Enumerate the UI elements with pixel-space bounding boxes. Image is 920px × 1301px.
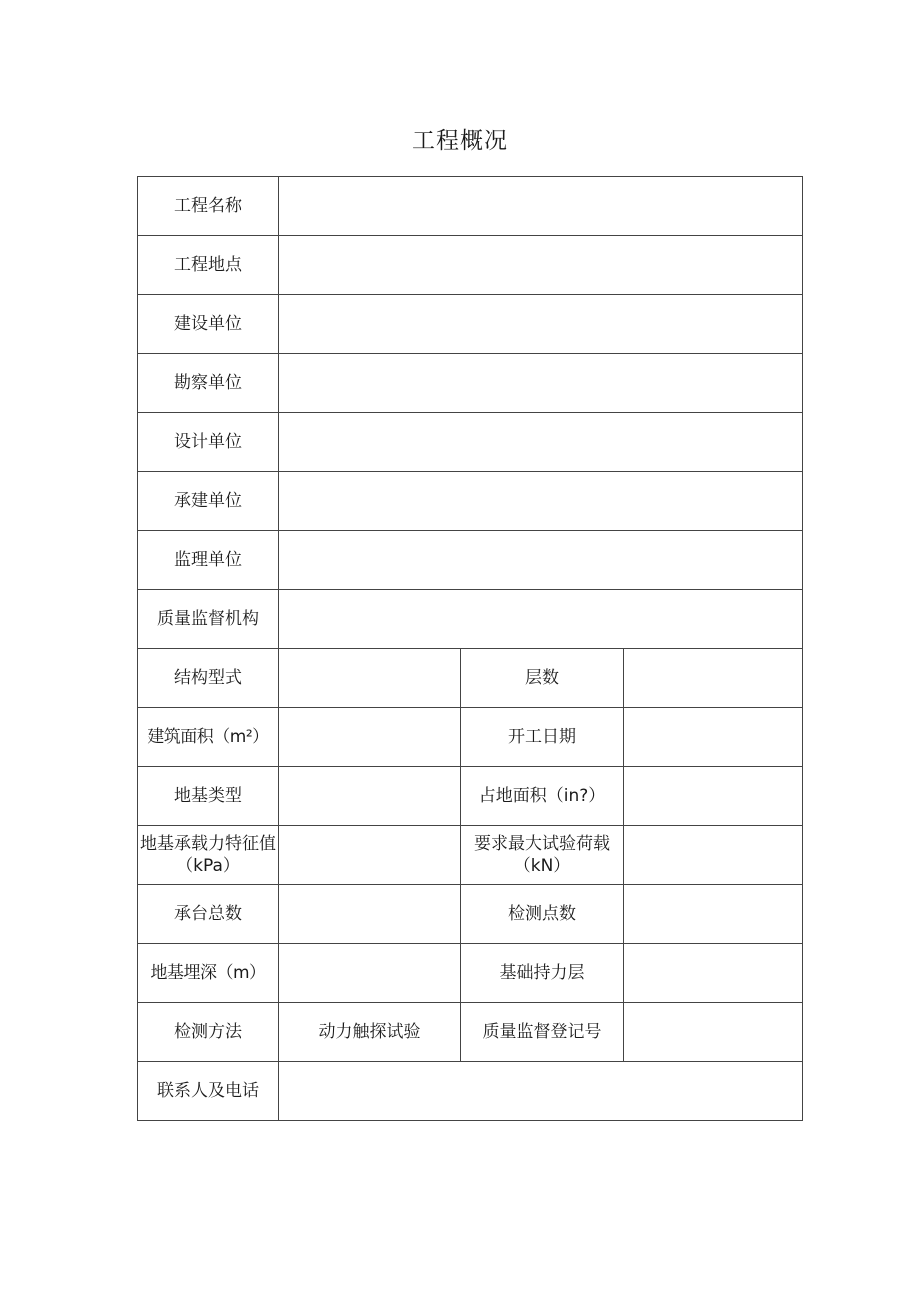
table-row <box>138 531 803 590</box>
construction-unit-label: 建设单位 <box>138 295 279 354</box>
contractor-unit-field[interactable] <box>279 472 803 531</box>
start-date-label: 开工日期 <box>461 708 624 767</box>
start-date-field[interactable] <box>624 708 803 767</box>
table-row <box>138 708 803 767</box>
test-point-count-label: 检测点数 <box>461 885 624 944</box>
table-row <box>138 1003 803 1062</box>
foundation-depth-label: 地基埋深（m） <box>138 944 279 1003</box>
table-row <box>138 236 803 295</box>
test-point-count-field[interactable] <box>624 885 803 944</box>
building-area-label: 建筑面积（m²） <box>138 708 279 767</box>
project-location-label: 工程地点 <box>138 236 279 295</box>
table-row <box>138 413 803 472</box>
survey-unit-field[interactable] <box>279 354 803 413</box>
bearing-layer-field[interactable] <box>624 944 803 1003</box>
test-method-field[interactable]: 动力触探试验 <box>279 1003 461 1062</box>
max-test-load-field[interactable] <box>624 826 803 885</box>
bearing-capacity-label: 地基承载力特征值（kPa） <box>138 826 279 885</box>
table-row <box>138 649 803 708</box>
construction-unit-field[interactable] <box>279 295 803 354</box>
design-unit-label: 设计单位 <box>138 413 279 472</box>
table-row <box>138 590 803 649</box>
bearing-layer-label: 基础持力层 <box>461 944 624 1003</box>
structure-type-label: 结构型式 <box>138 649 279 708</box>
foundation-type-field[interactable] <box>279 767 461 826</box>
design-unit-field[interactable] <box>279 413 803 472</box>
land-area-field[interactable] <box>624 767 803 826</box>
floor-count-label: 层数 <box>461 649 624 708</box>
max-test-load-label: 要求最大试验荷载（kN） <box>461 826 624 885</box>
building-area-field[interactable] <box>279 708 461 767</box>
contact-label: 联系人及电话 <box>138 1062 279 1121</box>
table-row <box>138 354 803 413</box>
quality-registration-label: 质量监督登记号 <box>461 1003 624 1062</box>
quality-registration-field[interactable] <box>624 1003 803 1062</box>
foundation-type-label: 地基类型 <box>138 767 279 826</box>
cap-count-label: 承台总数 <box>138 885 279 944</box>
test-method-label: 检测方法 <box>138 1003 279 1062</box>
page-title: 工程概况 <box>412 128 508 154</box>
foundation-depth-field[interactable] <box>279 944 461 1003</box>
land-area-label: 占地面积（in?） <box>461 767 624 826</box>
supervision-unit-field[interactable] <box>279 531 803 590</box>
table-row <box>138 944 803 1003</box>
supervision-unit-label: 监理单位 <box>138 531 279 590</box>
quality-supervision-agency-field[interactable] <box>279 590 803 649</box>
table-row <box>138 767 803 826</box>
contractor-unit-label: 承建单位 <box>138 472 279 531</box>
structure-type-field[interactable] <box>279 649 461 708</box>
bearing-capacity-field[interactable] <box>279 826 461 885</box>
project-overview-table <box>137 176 803 1121</box>
project-name-field[interactable] <box>279 177 803 236</box>
survey-unit-label: 勘察单位 <box>138 354 279 413</box>
cap-count-field[interactable] <box>279 885 461 944</box>
floor-count-field[interactable] <box>624 649 803 708</box>
table-row <box>138 1062 803 1121</box>
table-row <box>138 177 803 236</box>
table-row <box>138 885 803 944</box>
project-location-field[interactable] <box>279 236 803 295</box>
project-name-label: 工程名称 <box>138 177 279 236</box>
quality-supervision-agency-label: 质量监督机构 <box>138 590 279 649</box>
table-row <box>138 295 803 354</box>
contact-field[interactable] <box>279 1062 803 1121</box>
table-row <box>138 826 803 885</box>
table-row <box>138 472 803 531</box>
